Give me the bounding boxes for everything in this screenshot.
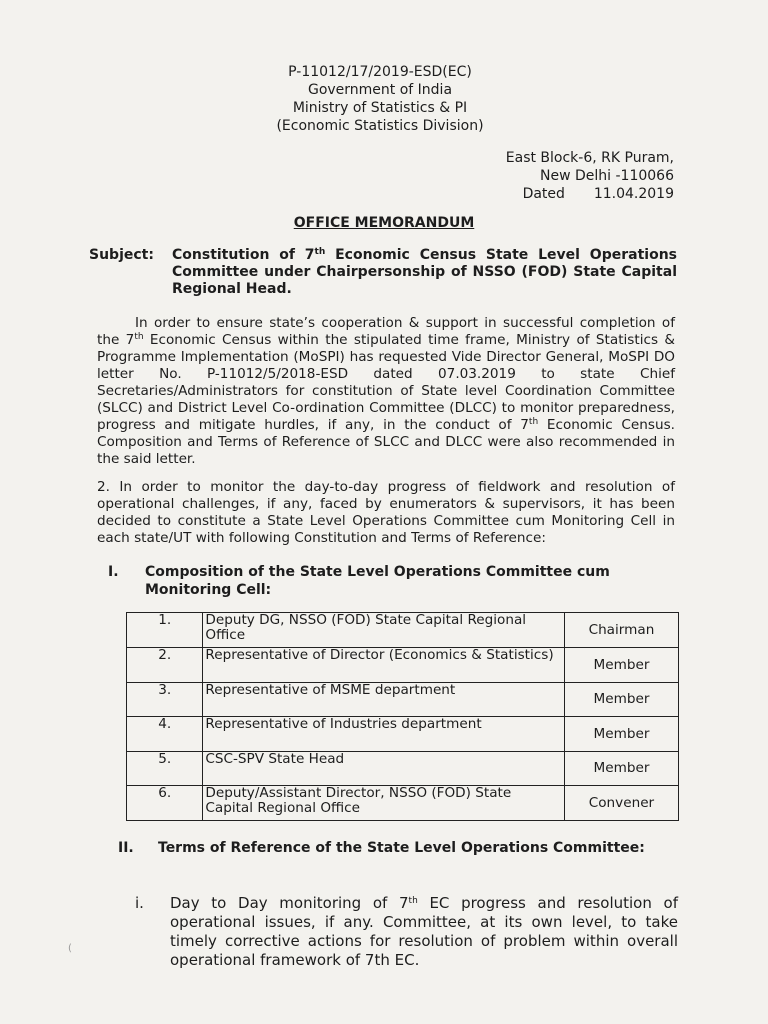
memo-date: 11.04.2019	[593, 186, 674, 202]
government-name: Government of India	[307, 82, 453, 98]
letter-header	[0, 63, 768, 135]
division-name: (Economic Statistics Division)	[276, 118, 484, 134]
row-number: 4.	[127, 717, 203, 752]
composition-row	[127, 648, 679, 683]
row-number: 6.	[127, 786, 203, 821]
office-address	[506, 149, 674, 203]
item-1-text: Day to Day monitoring of 7th EC progress and resolution of operational issues, if any. Committee, at its own level, to take timely corrective actions for resolution of problem within overall operational framework of 7th EC.	[170, 894, 678, 969]
member-name: Representative of Director (Economics & Statistics)	[203, 648, 565, 683]
composition-row	[127, 786, 679, 821]
subject-label: Subject:	[89, 247, 154, 263]
member-role: Member	[564, 752, 678, 786]
member-role: Member	[564, 717, 678, 752]
subject-text: Constitution of 7th Economic Census State Level Operations Committee under Chairpersonship of NSSO (FOD) State Capital Regional Head.	[172, 247, 677, 297]
address-line-2: New Delhi -110066	[540, 168, 674, 184]
composition-row	[127, 613, 679, 648]
paragraph-1: In order to ensure state’s cooperation & support in successful completion of the 7th Economic Census within the stipulated time frame, Ministry of Statistics & Programme Implementation (MoSPI) has requested Vide Director General, MoSPI DO letter No. P-11012/5/2018-ESD dated 07.03.2019 to state Chief Secretaries/Administrators for constitution of State level Coordination Committee (SLCC) and District Level Co-ordination Committee (DLCC) to monitor preparedness, progress and mitigate hurdles, if any, in the conduct of 7th Economic Census. Composition and Terms of Reference of SLCC and DLCC were also recommended in the said letter.	[97, 315, 676, 467]
dated-line	[506, 185, 674, 203]
composition-row	[127, 752, 679, 786]
member-name: Representative of MSME department	[203, 683, 565, 717]
subject-block	[89, 247, 677, 298]
section-1-heading	[108, 563, 676, 599]
composition-row	[127, 717, 679, 752]
dated-label: Dated	[522, 186, 565, 202]
section-2-title: Terms of Reference of the State Level Operations Committee:	[158, 840, 645, 856]
terms-item-1	[135, 894, 678, 970]
paragraph-2: 2. In order to monitor the day-to-day progress of fieldwork and resolution of operational challenges, if any, faced by enumerators & supervisors, it has been decided to constitute a State Level Operations Committee cum Monitoring Cell in each state/UT with following Constitution and Terms of Reference:	[97, 479, 675, 546]
margin-mark: (	[68, 943, 72, 954]
member-name: CSC-SPV State Head	[203, 752, 565, 786]
section-2-number: II.	[118, 840, 134, 856]
item-1-number: i.	[135, 894, 144, 912]
memo-title: OFFICE MEMORANDUM	[293, 215, 475, 231]
section-2-heading	[118, 839, 676, 857]
composition-row	[127, 683, 679, 717]
member-name: Deputy/Assistant Director, NSSO (FOD) State Capital Regional Office	[203, 786, 565, 821]
row-number: 2.	[127, 648, 203, 683]
ministry-name: Ministry of Statistics & PI	[292, 100, 468, 116]
row-number: 3.	[127, 683, 203, 717]
section-1-number: I.	[108, 564, 119, 580]
row-number: 5.	[127, 752, 203, 786]
composition-table	[126, 612, 679, 821]
address-line-1: East Block-6, RK Puram,	[505, 150, 674, 166]
member-name: Deputy DG, NSSO (FOD) State Capital Regional Office	[203, 613, 565, 648]
reference-number: P-11012/17/2019-ESD(EC)	[288, 64, 472, 80]
member-role: Chairman	[564, 613, 678, 648]
member-name: Representative of Industries department	[203, 717, 565, 752]
member-role: Member	[564, 683, 678, 717]
member-role: Member	[564, 648, 678, 683]
member-role: Convener	[564, 786, 678, 821]
row-number: 1.	[127, 613, 203, 648]
section-1-title: Composition of the State Level Operations Committee cum Monitoring Cell:	[145, 564, 610, 598]
